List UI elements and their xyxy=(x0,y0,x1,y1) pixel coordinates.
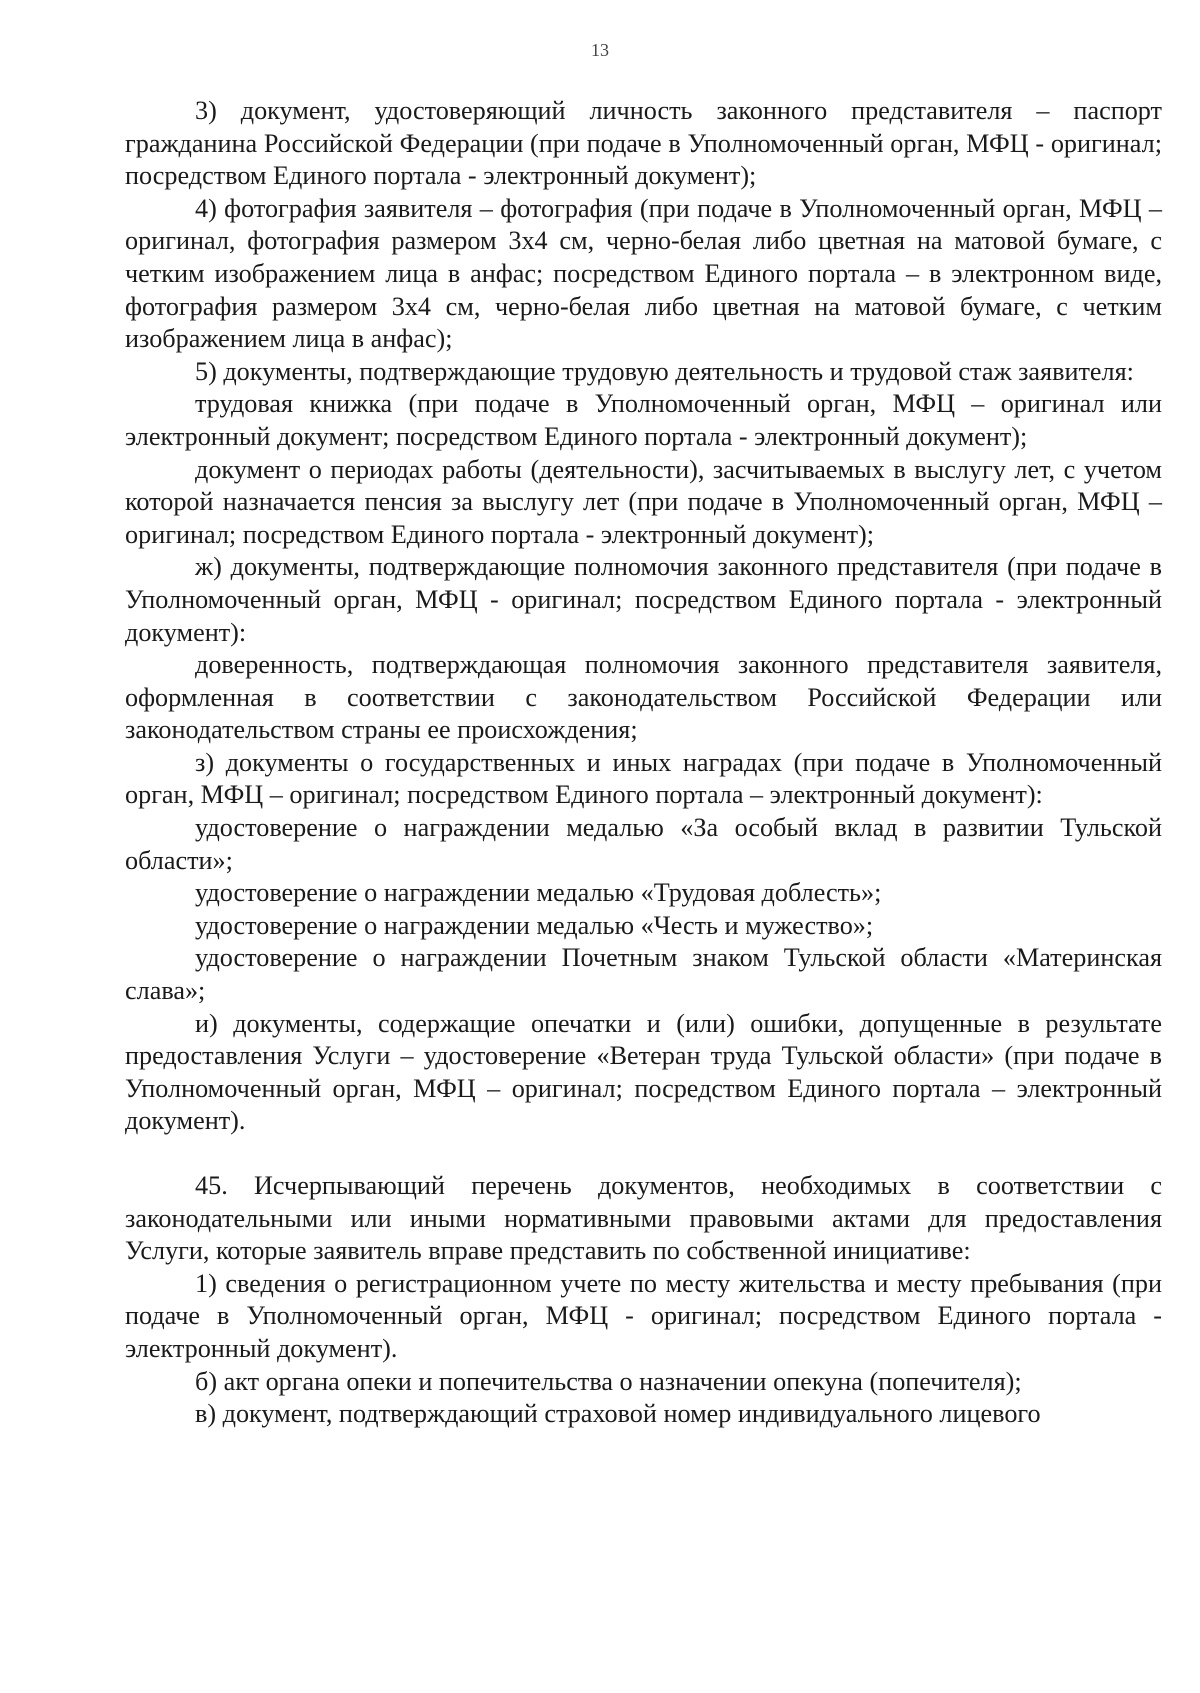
paragraph-insurance-number: в) документ, подтверждающий страховой номер индивидуального лицевого xyxy=(195,1399,1041,1429)
paragraph-section-45: 45. Исчерпывающий перечень документов, необходимых в соответствии с законодательными или иными нормативными правовыми актами для предоставления Услуги, которые заявитель вправе представить по собственной инициативе: xyxy=(125,1171,1162,1266)
paragraph-item-z: з) документы о государственных и иных наградах (при подаче в Уполномоченный орган, МФЦ – оригинал; посредством Единого портала – электронный документ): xyxy=(125,747,1162,810)
paragraph-work-book: трудовая книжка (при подаче в Уполномоченный орган, МФЦ – оригинал или электронный документ; посредством Единого портала - электронный документ); xyxy=(125,389,1162,451)
paragraph-item-3: 3) документ, удостоверяющий личность законного представителя – паспорт гражданина Российской Федерации (при подаче в Уполномоченный орган, МФЦ - оригинал; посредством Единого портала - электронный документ); xyxy=(125,96,1162,191)
document-body xyxy=(125,95,1162,1431)
section-gap xyxy=(125,1138,1162,1170)
paragraph-power-of-attorney: доверенность, подтверждающая полномочия законного представителя заявителя, оформленная в соответствии с законодательством Российской Федерации или законодательством страны ее происхождения; xyxy=(125,650,1162,745)
paragraph-item-i: и) документы, содержащие опечатки и (или) ошибки, допущенные в результате предоставления Услуги – удостоверение «Ветеран труда Тульской области» (при подаче в Уполномоченный орган, МФЦ – оригинал; посредством Единого портала – электронный документ). xyxy=(125,1008,1162,1136)
paragraph-work-periods: документ о периодах работы (деятельности), засчитываемых в выслугу лет, с учетом которой назначается пенсия за выслугу лет (при подаче в Уполномоченный орган, МФЦ – оригинал; посредством Единого портала - электронный документ); xyxy=(125,454,1162,549)
paragraph-item-zh: ж) документы, подтверждающие полномочия законного представителя (при подаче в Уполномоченный орган, МФЦ - оригинал; посредством Единого портала - электронный документ): xyxy=(125,552,1162,647)
paragraph-guardianship-act: б) акт органа опеки и попечительства о назначении опекуна (попечителя); xyxy=(195,1366,1022,1396)
paragraph-medal-labor-valor: удостоверение о награждении медалью «Трудовая доблесть»; xyxy=(195,878,882,908)
paragraph-maternal-glory: удостоверение о награждении Почетным знаком Тульской области «Материнская слава»; xyxy=(125,943,1162,1006)
paragraph-registration-info: 1) сведения о регистрационном учете по месту жительства и месту пребывания (при подаче в Уполномоченный орган, МФЦ - оригинал; посредством Единого портала - электронный документ). xyxy=(125,1268,1162,1363)
paragraph-medal-honor-courage: удостоверение о награждении медалью «Честь и мужество»; xyxy=(195,910,874,940)
paragraph-item-4: 4) фотография заявителя – фотография (при подаче в Уполномоченный орган, МФЦ – оригинал, фотография размером 3х4 см, черно-белая либо цветная на матовой бумаге, с четким изображением лица в анфас; посредством Единого портала – в электронном виде, фотография размером 3х4 см, черно-белая либо цветная на матовой бумаге, с четким изображением лица в анфас); xyxy=(125,193,1162,354)
paragraph-medal-special-contribution: удостоверение о награждении медалью «За особый вклад в развитии Тульской области»; xyxy=(125,813,1162,875)
page-number: 13 xyxy=(591,40,609,60)
paragraph-item-5: 5) документы, подтверждающие трудовую деятельность и трудовой стаж заявителя: xyxy=(195,356,1134,386)
